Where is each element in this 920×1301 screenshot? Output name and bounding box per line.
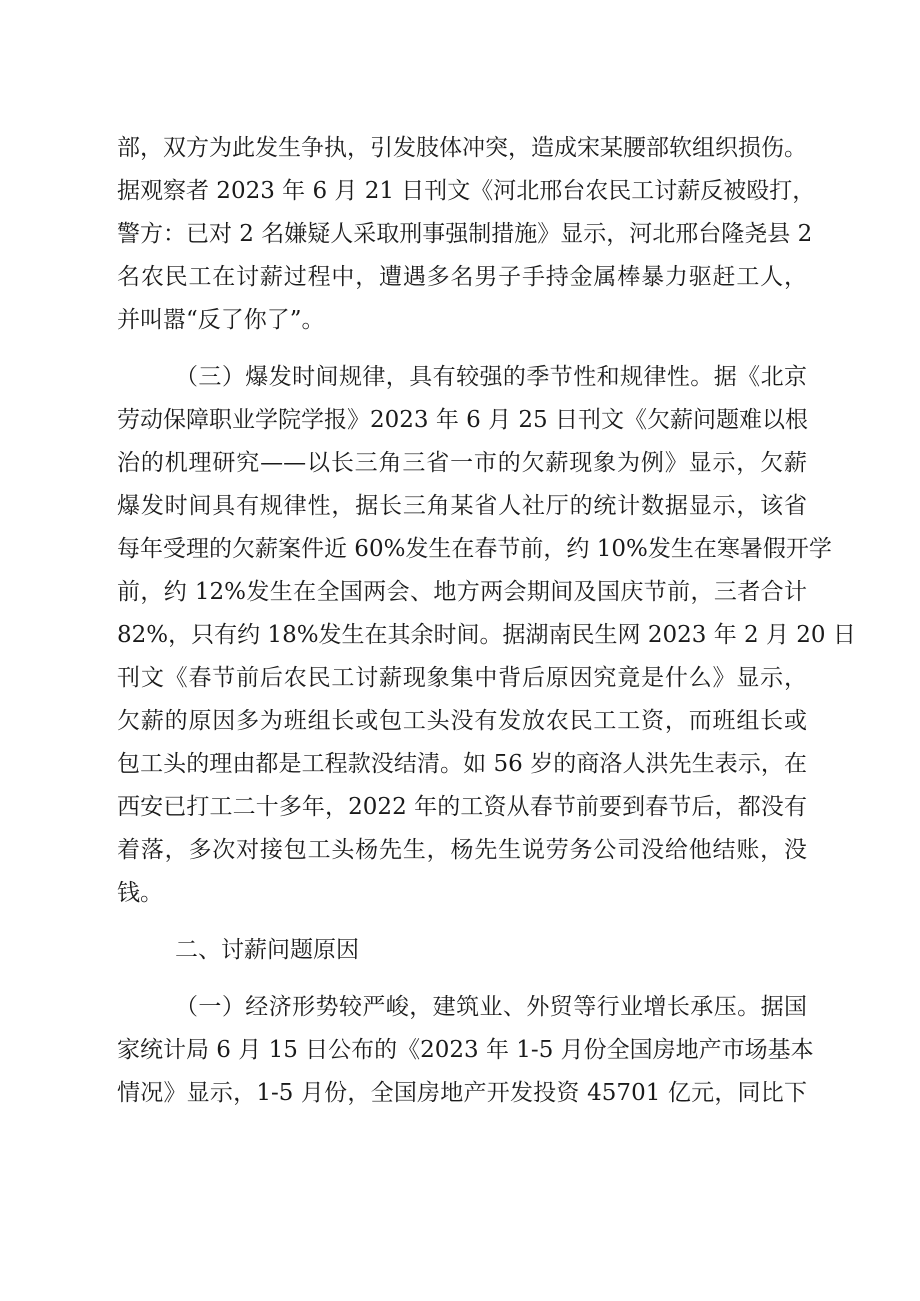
- paragraph-line-21: 家统计局 6 月 15 日公布的《2023 年 1-5 月份全国房地产市场基本: [117, 1037, 814, 1063]
- paragraph-line-4: 名农民工在讨薪过程中，遭遇多名男子手持金属棒暴力驱赶工人，: [117, 264, 807, 290]
- paragraph-line-2: 据观察者 2023 年 6 月 21 日刊文《河北邢台农民工讨薪反被殴打，: [117, 178, 816, 204]
- paragraph-line-10: 每年受理的欠薪案件近 60%发生在春节前，约 10%发生在寒暑假开学: [117, 536, 832, 562]
- subsection-one-heading-line: （一）经济形势较严峻，建筑业、外贸等行业增长承压。据国: [175, 994, 807, 1020]
- paragraph-line-17: 着落，多次对接包工头杨先生，杨先生说劳务公司没给他结账，没: [117, 837, 807, 863]
- paragraph-line-5: 并叫嚣“反了你了”。: [117, 307, 325, 333]
- paragraph-line-3: 警方：已对 2 名嫌疑人采取刑事强制措施》显示，河北邢台隆尧县 2: [117, 221, 813, 247]
- paragraph-line-14: 欠薪的原因多为班组长或包工头没有发放农民工工资，而班组长或: [117, 708, 807, 734]
- paragraph-line-12: 82%，只有约 18%发生在其余时间。据湖南民生网 2023 年 2 月 20 日: [117, 622, 856, 648]
- paragraph-line-8: 治的机理研究——以长三角三省一市的欠薪现象为例》显示，欠薪: [117, 450, 807, 476]
- paragraph-line-22: 情况》显示，1-5 月份，全国房地产开发投资 45701 亿元，同比下: [117, 1080, 807, 1106]
- section-three-heading-line: （三）爆发时间规律，具有较强的季节性和规律性。据《北京: [175, 364, 807, 390]
- paragraph-line-13: 刊文《春节前后农民工讨薪现象集中背后原因究竟是什么》显示，: [117, 665, 807, 691]
- paragraph-line-18: 钱。: [117, 880, 163, 906]
- paragraph-line-15: 包工头的理由都是工程款没结清。如 56 岁的商洛人洪先生表示，在: [117, 751, 807, 777]
- section-heading-reasons: 二、讨薪问题原因: [175, 937, 359, 963]
- paragraph-line-7: 劳动保障职业学院学报》2023 年 6 月 25 日刊文《欠薪问题难以根: [117, 407, 808, 433]
- paragraph-line-9: 爆发时间具有规律性，据长三角某省人社厅的统计数据显示，该省: [117, 493, 807, 519]
- paragraph-line-1: 部，双方为此发生争执，引发肢体冲突，造成宋某腰部软组织损伤。: [117, 135, 807, 161]
- paragraph-line-11: 前，约 12%发生在全国两会、地方两会期间及国庆节前，三者合计: [117, 579, 807, 605]
- paragraph-line-16: 西安已打工二十多年，2022 年的工资从春节前要到春节后，都没有: [117, 794, 807, 820]
